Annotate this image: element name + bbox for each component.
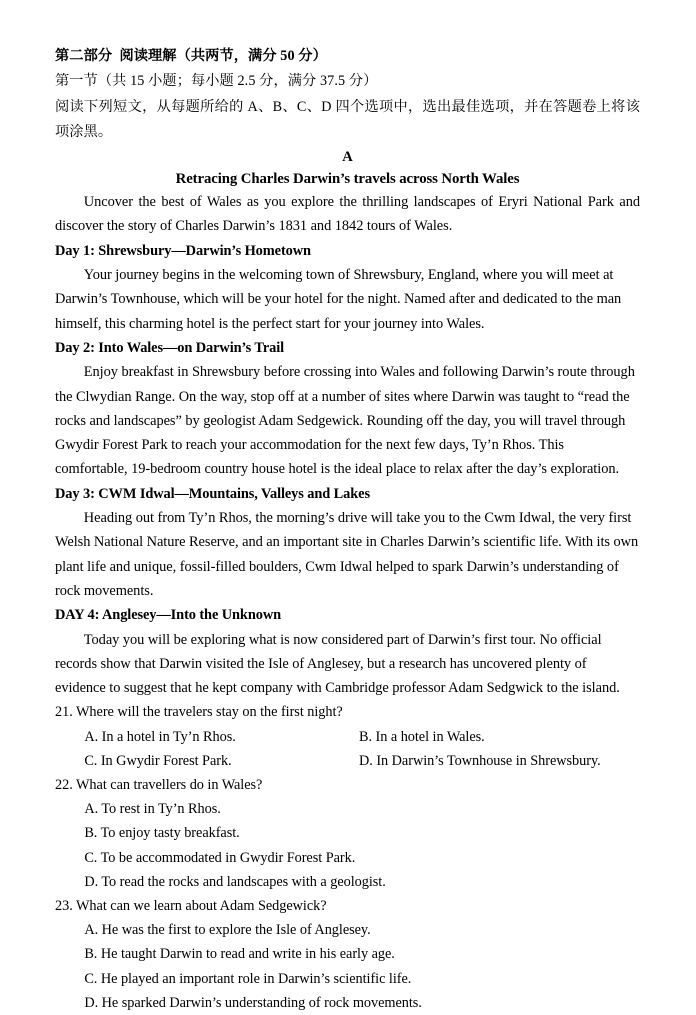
day-heading: DAY 4: Anglesey—Into the Unknown — [55, 607, 282, 624]
passage-intro: Uncover the best of Wales as you explore the thrilling landscapes of Eryri National Park and discover the story of Charles Darwin’s 1831 and 1842 tours of Wales. — [55, 194, 640, 235]
day-heading: Day 3: CWM Idwal—Mountains, Valleys and Lakes — [55, 485, 370, 502]
question-22 — [55, 773, 640, 894]
option-c[interactable]: C. He played an important role in Darwin’s scientific life. — [84, 970, 412, 987]
option-a[interactable]: A. To rest in Ty’n Rhos. — [84, 801, 221, 818]
option-a[interactable]: A. He was the first to explore the Isle of Anglesey. — [84, 922, 371, 939]
exam-section-heading: 第一节（共 15 小题；每小题 2.5 分，满分 37.5 分） — [55, 73, 378, 90]
passage-title: Retracing Charles Darwin’s travels across North Wales — [175, 171, 520, 188]
option-c[interactable]: C. To be accommodated in Gwydir Forest Park. — [84, 849, 356, 866]
question-stem: 22. What can travellers do in Wales? — [55, 777, 263, 794]
day-heading: Day 1: Shrewsbury—Darwin’s Hometown — [55, 242, 311, 259]
day-section-2 — [55, 336, 640, 482]
day-section-1 — [55, 239, 640, 336]
option-b[interactable]: B. To enjoy tasty breakfast. — [84, 825, 240, 842]
question-stem: 21. Where will the travelers stay on the first night? — [55, 704, 343, 721]
exam-header — [55, 44, 640, 145]
option-d[interactable]: D. In Darwin’s Townhouse in Shrewsbury. — [359, 752, 601, 769]
option-c[interactable]: C. In Gwydir Forest Park. — [84, 752, 232, 769]
exam-instructions: 阅读下列短文，从每题所给的 A、B、C、D 四个选项中，选出最佳选项，并在答题卷上将该项涂黑。 — [55, 98, 640, 140]
option-a[interactable]: A. In a hotel in Ty’n Rhos. — [84, 728, 236, 745]
day-section-3 — [55, 482, 640, 603]
day-body: Today you will be exploring what is now considered part of Darwin’s first tour. No official records show that Darwin visited the Isle of Anglesey, but a research has uncovered plenty of evidence to suggest that he kept company with Cambridge professor Adam Sedgwick to the island. — [55, 631, 620, 697]
option-d[interactable]: D. To read the rocks and landscapes with a geologist. — [84, 873, 386, 890]
section-letter: A — [342, 149, 353, 166]
question-23 — [55, 894, 640, 1015]
option-b[interactable]: B. He taught Darwin to read and write in his early age. — [84, 946, 395, 963]
option-b[interactable]: B. In a hotel in Wales. — [359, 728, 485, 745]
option-row — [55, 725, 640, 749]
day-body: Heading out from Ty’n Rhos, the morning’s drive will take you to the Cwm Idwal, the very first Welsh National Nature Reserve, and an important site in Charles Darwin’s scientific life. With its own plant life and unique, fossil-filled boulders, Cwm Idwal helped to spark Darwin’s understanding of rock movements. — [55, 510, 639, 599]
day-body: Your journey begins in the welcoming town of Shrewsbury, England, where you will meet at Darwin’s Townhouse, which will be your hotel for the night. Named after and dedicated to the man himself, this charming hotel is the perfect start for your journey into Wales. — [55, 267, 622, 332]
question-21 — [55, 700, 640, 773]
question-stem: 23. What can we learn about Adam Sedgewick? — [55, 898, 327, 915]
exam-part-heading: 第二部分 阅读理解（共两节，满分 50 分） — [55, 48, 327, 64]
day-heading: Day 2: Into Wales—on Darwin’s Trail — [55, 339, 285, 356]
day-section-4 — [55, 603, 640, 700]
option-d[interactable]: D. He sparked Darwin’s understanding of rock movements. — [84, 994, 422, 1011]
option-row — [55, 749, 640, 773]
day-body: Enjoy breakfast in Shrewsbury before crossing into Wales and following Darwin’s route through the Clwydian Range. On the way, stop off at a number of sites where Darwin was taught to “read the rocks and landscapes” by geologist Adam Sedgewick. Rounding off the day, you will travel through Gwydir Forest Park to reach your accommodation for the next few days, Ty’n Rhos. This comfortable, 19-bedroom country house hotel is the ideal place to relax after the day’s exploration. — [55, 364, 635, 478]
